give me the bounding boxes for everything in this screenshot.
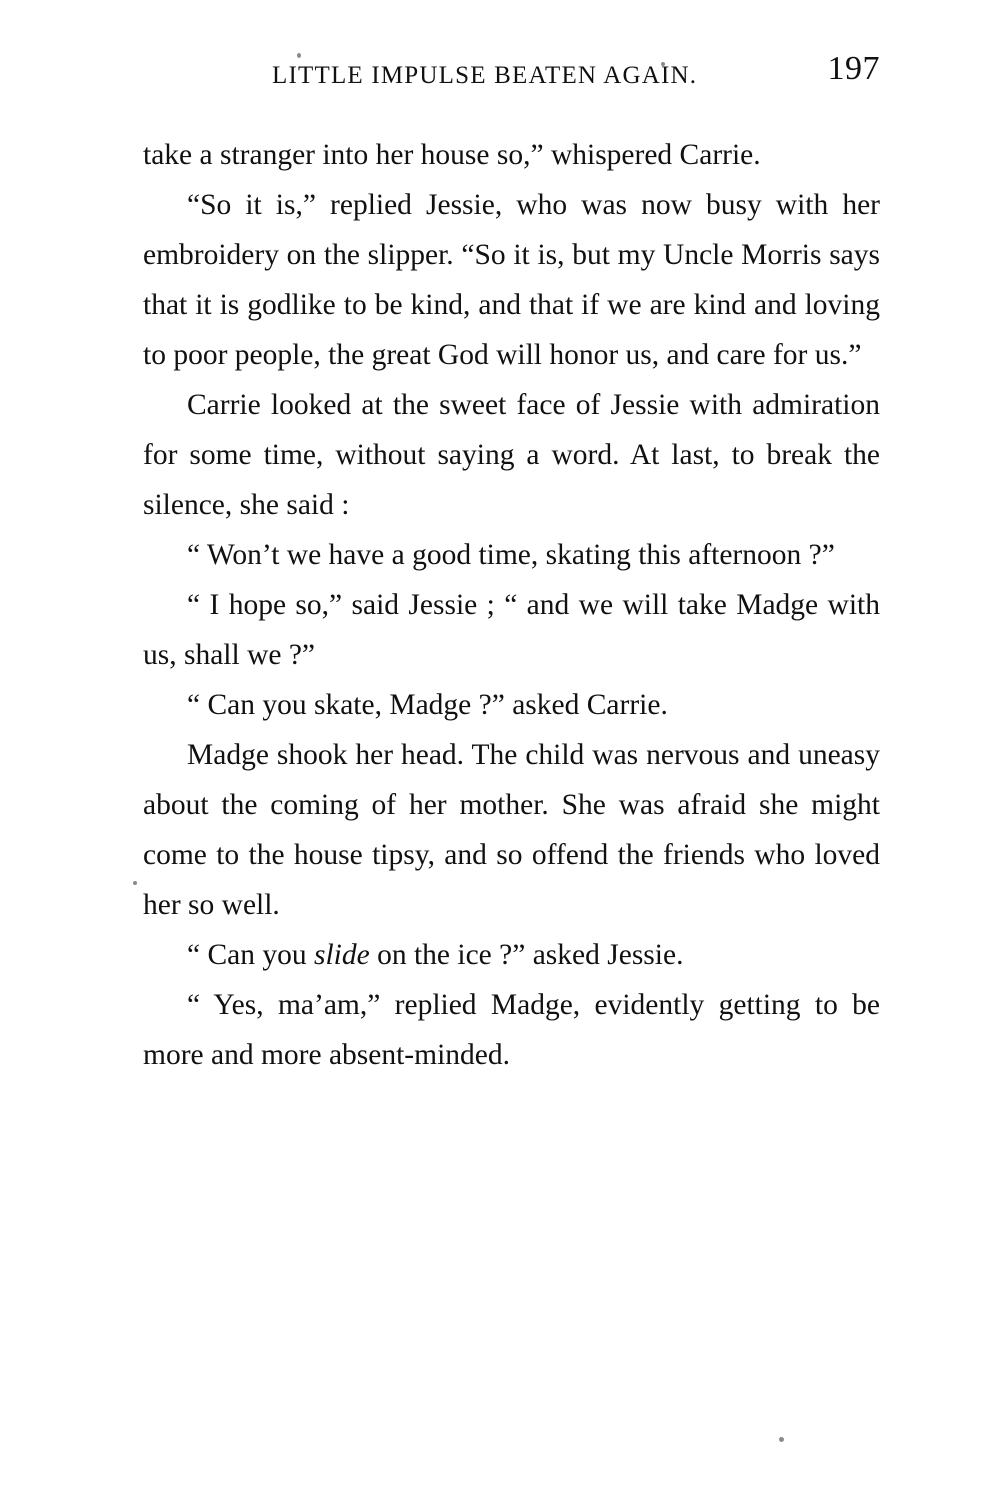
body-paragraph: “So it is,” replied Jessie, who was now busy with her embroidery on the slipper. “So it is, but my Uncle Morris says that it is godlike to be kind, and that if we are kind and loving to poor people, the great God will honor us, and care for us.” [143,189,880,371]
body-paragraph: Madge shook her head. The child was nervous and uneasy about the coming of her mother. She was afraid she might come to the house tipsy, and so offend the friends who loved her so well. [143,739,880,921]
paper-speck [133,881,137,885]
paper-speck [779,1437,784,1442]
paper-speck [297,53,301,58]
page-header [140,50,880,90]
body-paragraph: “ I hope so,” said Jessie ; “ and we will take Madge with us, shall we ?” [143,589,880,671]
body-paragraph: “ Won’t we have a good time, skating this afternoon ?” [187,539,835,571]
body-paragraph: “ Can you skate, Madge ?” asked Carrie. [187,689,668,721]
body-paragraph: “ Can you slide on the ice ?” asked Jessie. [187,939,684,971]
running-head: LITTLE IMPULSE BEATEN AGAIN. [272,62,698,89]
body-paragraph: “ Yes, ma’am,” replied Madge, evidently getting to be more and more absent-minded. [143,989,880,1071]
body-paragraph: Carrie looked at the sweet face of Jessie with admiration for some time, without saying a word. At last, to break the silence, she said : [143,389,880,521]
page-body [143,130,880,1080]
page-number: 197 [827,50,880,87]
body-paragraph: take a stranger into her house so,” whispered Carrie. [143,139,761,171]
emphasized-word: slide [314,939,370,971]
